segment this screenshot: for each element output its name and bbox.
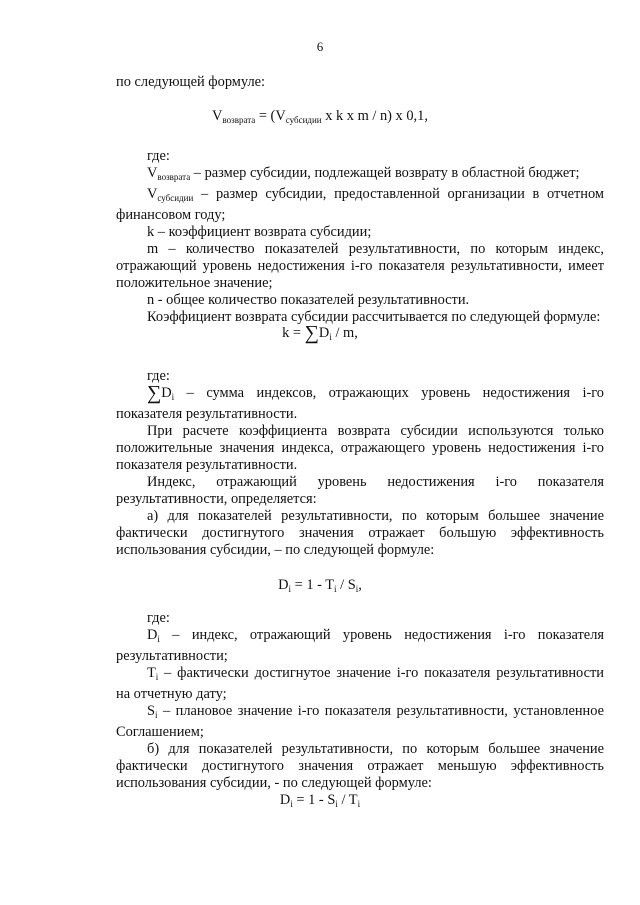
definition-v-subsidy: $V_{субсидии}$ – размер субсидии, предоставленной организации в отчетном финансовом году; (116, 186, 604, 223)
definition-v-return: $V_{возврата}$ – размер субсидии, подлежащей возврату в областной бюджет; (147, 165, 580, 182)
definition-t: $T_i$ – фактически достигнутое значение i-го показателя результативности на отчетную дату; (116, 665, 604, 702)
definition-n: n - общее количество показателей результативности. (147, 292, 470, 308)
intro-text: по следующей формуле: (116, 74, 266, 90)
definition-k: k – коэффициент возврата субсидии; (147, 224, 372, 240)
definitions-block-3 (116, 610, 604, 792)
where-label: где: (147, 148, 170, 164)
formula-v-return: $V_{возврата} = (V_{субсидии}$ x k x m / n) x 0,1, (212, 108, 428, 125)
paragraph-calculation: При расчете коэффициента возврата субсидии используются только положительные значения индекса, отражающего уровень недостижения i-го показателя результативности. (116, 423, 604, 473)
definition-sum: $\sum D_i$ – сумма индексов, отражающих уровень недостижения i-го показателя результативности. (116, 382, 604, 422)
paragraph-index: Индекс, отражающий уровень недостижения i-го показателя результативности, определяется: (116, 474, 604, 507)
where-label: где: (147, 368, 170, 384)
where-label: где: (147, 610, 170, 626)
paragraph-a: а) для показателей результативности, по которым большее значение фактически достигнутого значения отражает большую эффективность использования субсидии, – по следующей формуле: (116, 508, 604, 558)
definition-m: m – количество показателей результативности, по которым индекс, отражающий уровень недостижения i-го показателя результативности, имеет положительное значение; (116, 241, 604, 291)
coefficient-intro: Коэффициент возврата субсидии рассчитывается по следующей формуле: (147, 309, 601, 325)
formula-k: $k = \sum D_i / m$, (282, 322, 358, 344)
definition-s: $S_i$ – плановое значение i-го показателя результативности, установленное Соглашением; (116, 703, 604, 740)
paragraph-b: б) для показателей результативности, по которым большее значение фактически достигнутого значения отражает меньшую эффективность использования субсидии, - по следующей формуле: (116, 741, 604, 791)
formula-d-b: $D_i = 1 - S_i / T_i$ (279, 792, 361, 809)
definition-d: $D_i$ – индекс, отражающий уровень недостижения i-го показателя результативности; (116, 627, 604, 664)
definitions-block-2 (116, 368, 604, 559)
formula-d-a: $D_i = 1 - T_i / S_i$, (278, 577, 362, 594)
page-number: 6 (316, 39, 324, 54)
definitions-block-1 (116, 148, 604, 326)
